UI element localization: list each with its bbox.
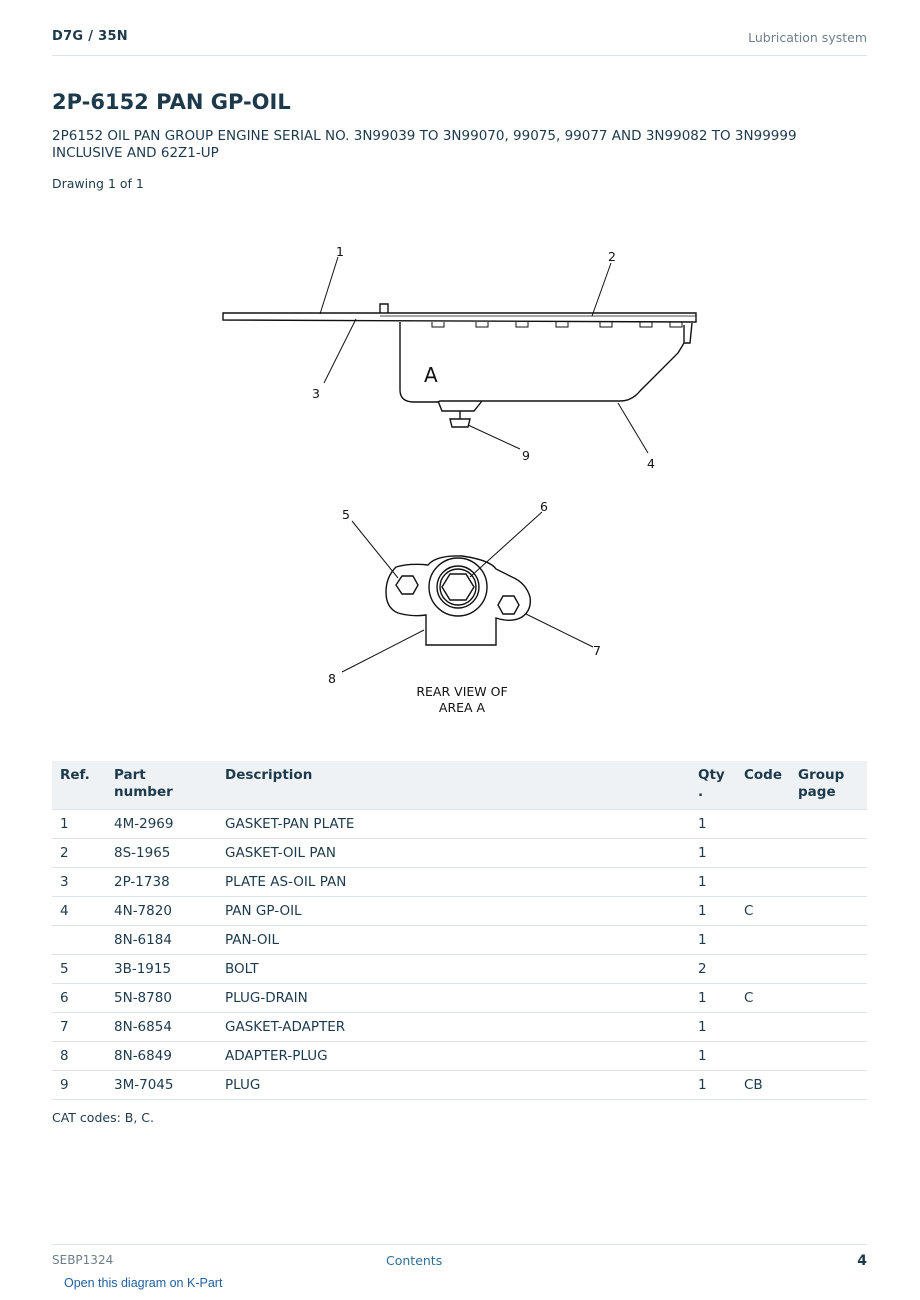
leader-5 [352, 521, 398, 578]
cell-part-number: 8N-6854 [106, 1013, 217, 1042]
callout-3: 3 [312, 386, 320, 401]
leader-8 [342, 630, 424, 672]
cell-code: C [736, 984, 790, 1013]
document-id: SEBP1324 [52, 1253, 114, 1267]
table-header-row [52, 761, 867, 810]
cell-group-page [790, 984, 867, 1013]
table-row [52, 839, 867, 868]
cell-description: GASKET-PAN PLATE [217, 810, 690, 839]
pan-step [684, 323, 692, 343]
cell-part-number: 4N-7820 [106, 897, 217, 926]
cell-group-page [790, 955, 867, 984]
cell-qty: 1 [690, 868, 736, 897]
plug-outer-ring [429, 558, 487, 616]
cell-ref: 5 [52, 955, 106, 984]
cell-ref: 2 [52, 839, 106, 868]
cell-code: C [736, 897, 790, 926]
cell-description: PAN-OIL [217, 926, 690, 955]
cell-description: PAN GP-OIL [217, 897, 690, 926]
cell-qty: 1 [690, 1042, 736, 1071]
rear-view-caption-line1: REAR VIEW OF [416, 684, 508, 699]
cell-code [736, 839, 790, 868]
contents-link[interactable]: Contents [386, 1253, 443, 1268]
bolt-head-right [498, 596, 519, 614]
plug-hex [442, 574, 474, 600]
cell-code [736, 868, 790, 897]
pan-body [400, 322, 684, 402]
cell-code [736, 955, 790, 984]
table-row [52, 1071, 867, 1100]
cell-group-page [790, 868, 867, 897]
header-ref: Ref. [52, 761, 106, 810]
cell-qty: 1 [690, 897, 736, 926]
pan-plate [223, 313, 696, 322]
cell-qty: 1 [690, 926, 736, 955]
table-row [52, 984, 867, 1013]
cell-description: ADAPTER-PLUG [217, 1042, 690, 1071]
cell-group-page [790, 839, 867, 868]
leader-lines [320, 257, 648, 672]
table-row [52, 810, 867, 839]
drain-adapter [438, 401, 482, 411]
cell-description: PLUG [217, 1071, 690, 1100]
callout-1: 1 [336, 244, 344, 259]
cell-code [736, 1013, 790, 1042]
cell-ref: 9 [52, 1071, 106, 1100]
bolt-head-left [396, 576, 418, 594]
cell-description: BOLT [217, 955, 690, 984]
model-label: D7G / 35N [52, 29, 128, 44]
leader-9 [468, 425, 520, 449]
section-label: Lubrication system [748, 30, 867, 45]
callout-9: 9 [522, 448, 530, 463]
header-qty: Qty . [690, 761, 736, 810]
table-row [52, 868, 867, 897]
cell-code: CB [736, 1071, 790, 1100]
cell-description: PLATE AS-OIL PAN [217, 868, 690, 897]
header-part-number: Part number [106, 761, 217, 810]
table-row [52, 955, 867, 984]
parts-diagram [200, 215, 720, 730]
callout-7: 7 [593, 643, 601, 658]
area-a-label: A [424, 363, 438, 387]
cell-ref: 4 [52, 897, 106, 926]
drain-plug [450, 419, 470, 427]
rear-view-caption-line2: AREA A [438, 700, 486, 715]
leader-1 [320, 257, 338, 314]
leader-2 [592, 263, 611, 316]
page-header [52, 29, 867, 56]
page-number: 4 [857, 1253, 867, 1269]
callout-4: 4 [647, 456, 655, 471]
cell-ref [52, 926, 106, 955]
cell-qty: 2 [690, 955, 736, 984]
cell-part-number: 4M-2969 [106, 810, 217, 839]
leader-3 [324, 319, 356, 383]
cell-group-page [790, 1042, 867, 1071]
pan-flange-teeth [432, 322, 682, 327]
cell-group-page [790, 810, 867, 839]
cell-group-page [790, 1071, 867, 1100]
cell-ref: 7 [52, 1013, 106, 1042]
table-row [52, 1042, 867, 1071]
cell-description: GASKET-OIL PAN [217, 839, 690, 868]
cell-group-page [790, 1013, 867, 1042]
header-code: Code [736, 761, 790, 810]
page-subtitle: 2P6152 OIL PAN GROUP ENGINE SERIAL NO. 3N99039 TO 3N99070, 99075, 99077 AND 3N99082 TO 3N99999 INCLUSIVE AND 62Z1-UP [52, 128, 797, 161]
header-description: Description [217, 761, 690, 810]
plug-mid-ring [437, 566, 479, 608]
parts-table [52, 761, 867, 1100]
cat-codes-note: CAT codes: B, C. [52, 1110, 154, 1125]
cell-ref: 8 [52, 1042, 106, 1071]
cell-code [736, 926, 790, 955]
cell-qty: 1 [690, 1071, 736, 1100]
page-footer [52, 1244, 867, 1275]
plate-pin [380, 304, 388, 313]
leader-4 [618, 403, 648, 453]
cell-ref: 6 [52, 984, 106, 1013]
cell-group-page [790, 926, 867, 955]
open-kpart-link[interactable]: Open this diagram on K-Part [64, 1276, 223, 1290]
table-row [52, 897, 867, 926]
header-group-page: Group page [790, 761, 867, 810]
drawing-count: Drawing 1 of 1 [52, 176, 144, 191]
cell-part-number: 8N-6184 [106, 926, 217, 955]
cell-description: PLUG-DRAIN [217, 984, 690, 1013]
table-row [52, 926, 867, 955]
leader-7 [526, 614, 593, 647]
callout-6: 6 [540, 499, 548, 514]
cell-qty: 1 [690, 984, 736, 1013]
cell-group-page [790, 897, 867, 926]
cell-code [736, 810, 790, 839]
cell-ref: 3 [52, 868, 106, 897]
cell-qty: 1 [690, 1013, 736, 1042]
cell-qty: 1 [690, 810, 736, 839]
oil-pan-drawing [223, 304, 696, 427]
cell-ref: 1 [52, 810, 106, 839]
cell-qty: 1 [690, 839, 736, 868]
rear-view-drawing [386, 556, 530, 645]
leader-6 [470, 512, 542, 577]
cell-part-number: 3B-1915 [106, 955, 217, 984]
page-title: 2P-6152 PAN GP-OIL [52, 90, 291, 114]
cell-part-number: 3M-7045 [106, 1071, 217, 1100]
callout-5: 5 [342, 507, 350, 522]
cell-part-number: 8N-6849 [106, 1042, 217, 1071]
cell-description: GASKET-ADAPTER [217, 1013, 690, 1042]
cell-part-number: 8S-1965 [106, 839, 217, 868]
table-row [52, 1013, 867, 1042]
cell-part-number: 5N-8780 [106, 984, 217, 1013]
cell-code [736, 1042, 790, 1071]
callout-numbers [312, 244, 655, 686]
callout-8: 8 [328, 671, 336, 686]
cell-part-number: 2P-1738 [106, 868, 217, 897]
callout-2: 2 [608, 249, 616, 264]
